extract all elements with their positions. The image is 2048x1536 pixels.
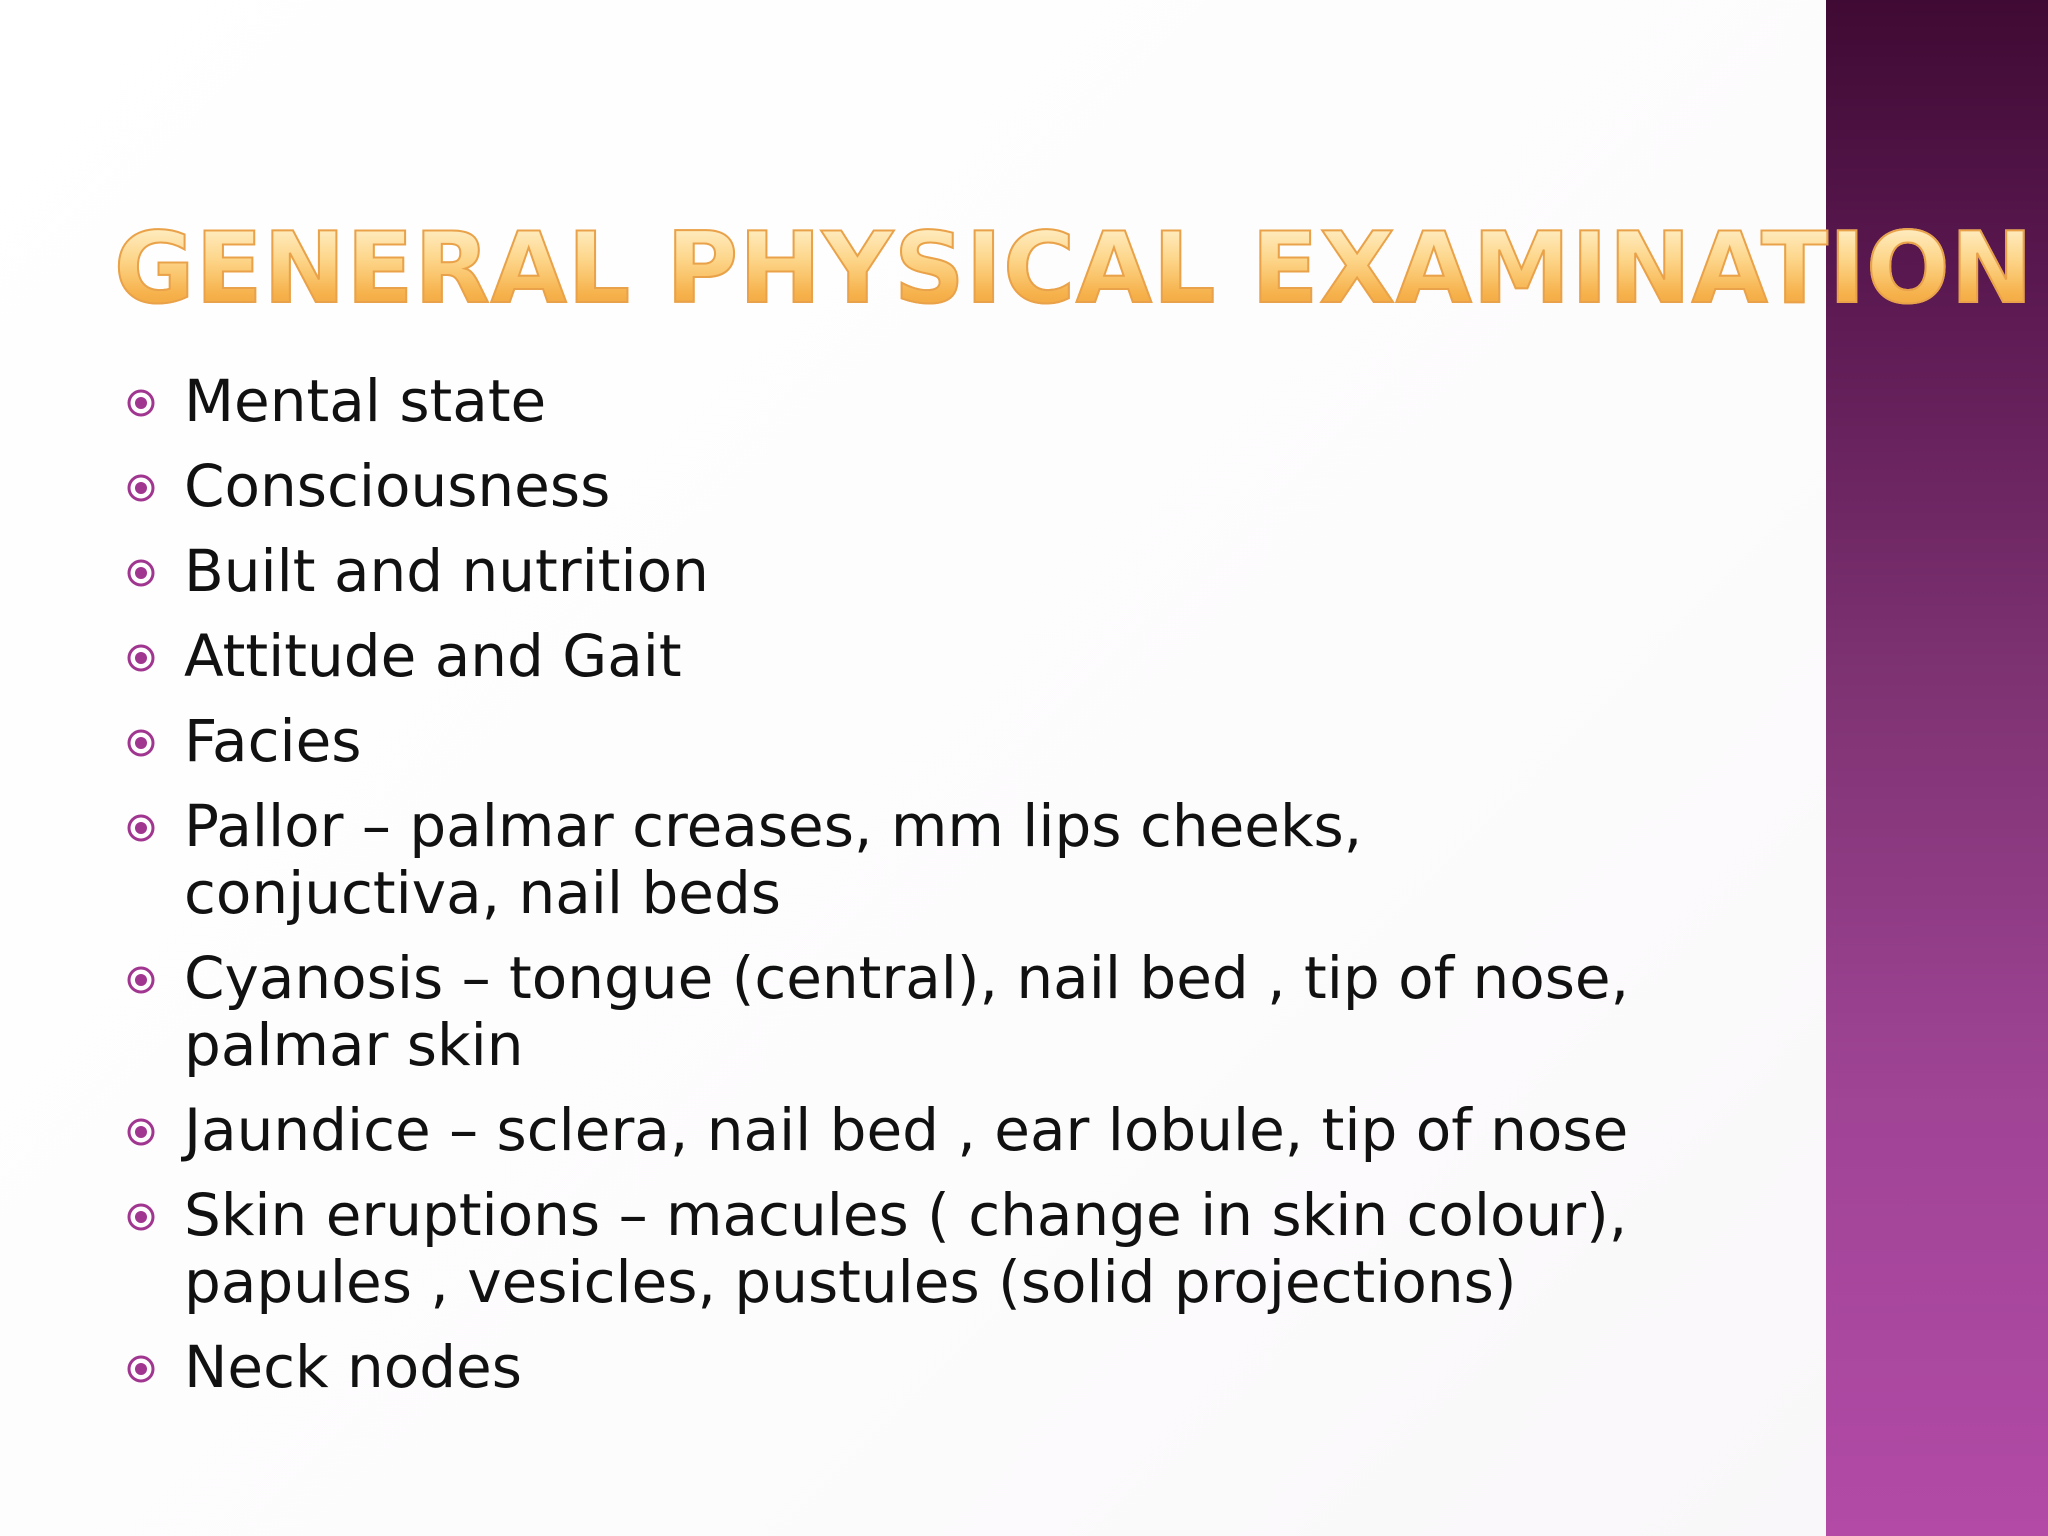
bullet-item bbox=[126, 945, 1686, 1079]
bullet-text: Facies bbox=[184, 707, 362, 775]
circled-dot-bullet-icon bbox=[126, 1117, 156, 1147]
bullet-item bbox=[126, 453, 1686, 520]
bullet-list bbox=[126, 368, 1686, 1419]
circled-dot-bullet-icon bbox=[126, 1202, 156, 1232]
circled-dot-bullet-icon bbox=[126, 558, 156, 588]
circled-dot-bullet-icon bbox=[126, 728, 156, 758]
bullet-item bbox=[126, 1334, 1686, 1401]
bullet-item bbox=[126, 368, 1686, 435]
bullet-text: Skin eruptions – macules ( change in skin colour), papules , vesicles, pustules (solid projections) bbox=[184, 1181, 1628, 1316]
bullet-text: Attitude and Gait bbox=[184, 622, 682, 690]
circled-dot-bullet-icon bbox=[126, 643, 156, 673]
circled-dot-bullet-icon bbox=[126, 965, 156, 995]
circled-dot-bullet-icon bbox=[126, 813, 156, 843]
bullet-text: Cyanosis – tongue (central), nail bed , tip of nose, palmar skin bbox=[184, 944, 1630, 1079]
bullet-text: Neck nodes bbox=[184, 1333, 522, 1401]
bullet-text: Consciousness bbox=[184, 452, 611, 520]
circled-dot-bullet-icon bbox=[126, 388, 156, 418]
bullet-text: Mental state bbox=[184, 367, 547, 435]
circled-dot-bullet-icon bbox=[126, 473, 156, 503]
bullet-item bbox=[126, 1182, 1686, 1316]
bullet-item bbox=[126, 538, 1686, 605]
bullet-text: Built and nutrition bbox=[184, 537, 709, 605]
bullet-item bbox=[126, 1097, 1686, 1164]
bullet-text: Pallor – palmar creases, mm lips cheeks, conjuctiva, nail beds bbox=[184, 792, 1363, 927]
bullet-item bbox=[126, 708, 1686, 775]
bullet-item bbox=[126, 623, 1686, 690]
slide-title: GENERAL PHYSICAL EXAMINATION bbox=[114, 212, 2034, 326]
circled-dot-bullet-icon bbox=[126, 1354, 156, 1384]
bullet-item bbox=[126, 793, 1686, 927]
bullet-text: Jaundice – sclera, nail bed , ear lobule, tip of nose bbox=[184, 1096, 1629, 1164]
